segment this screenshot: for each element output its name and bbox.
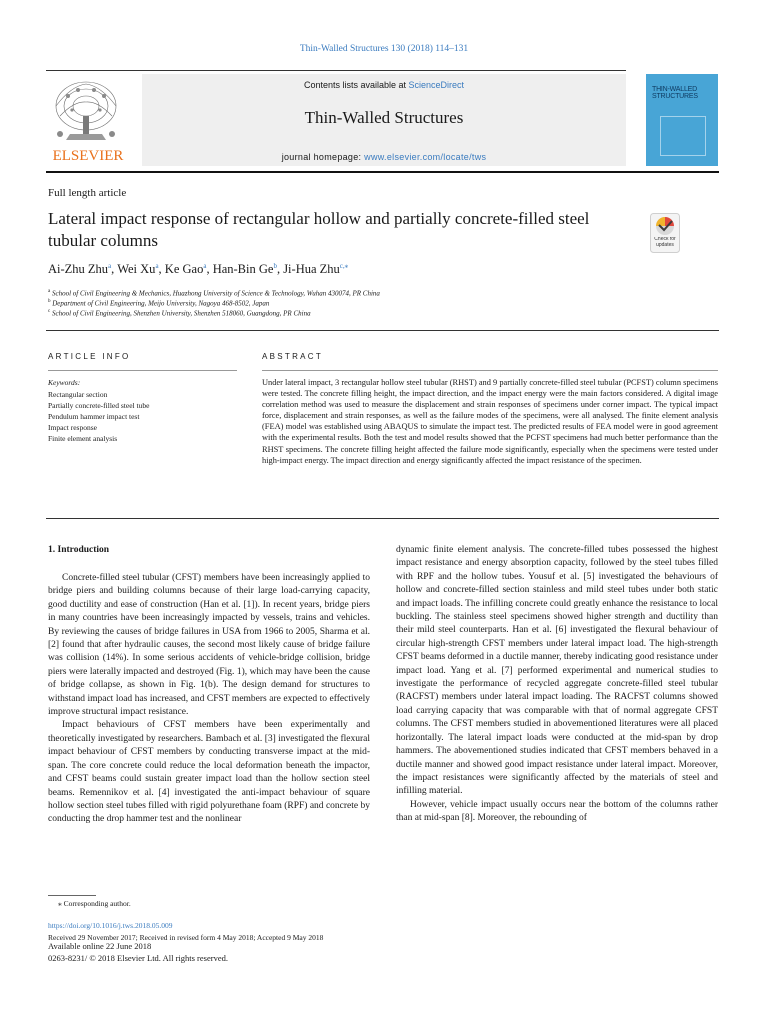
affiliation-text: Department of Civil Engineering, Meijo University, Nagoya 468-8502, Japan — [52, 299, 270, 308]
author-affiliation-mark[interactable]: b — [273, 262, 277, 270]
article-type: Full length article — [48, 187, 127, 199]
keyword: Impact response — [48, 423, 97, 432]
journal-title: Thin-Walled Structures — [304, 108, 464, 127]
section-heading: 1. Introduction — [48, 545, 110, 555]
homepage-prefix: journal homepage: — [281, 152, 365, 162]
abstract-heading: ABSTRACT — [262, 352, 324, 361]
body-column-right — [396, 544, 718, 826]
author-affiliation-mark[interactable]: a — [108, 262, 112, 270]
body-paragraph: Impact behaviours of CFST members have been experimentally and theoretically investigated by researchers. Bambach et al. [3] investigated the flexural impact behaviour of CFST members by conducting transverse impact at the mid-span. The core concrete could reduce the local deformation beneath the impactor, and CFST beams could sustain greater impact load than the hollow section steel beams. Remennikov et al. [4] investigated the anti-impact behaviour of square hollow section steel tubes filled with rigid polyurethane foam (RPF) and concrete by conducting the drop hammer test and the nonlinear — [48, 720, 370, 825]
contents-line — [142, 80, 626, 90]
elsevier-logo — [46, 76, 130, 162]
section-rule — [46, 330, 719, 331]
elsevier-wordmark: ELSEVIER — [52, 148, 124, 162]
body-paragraph: However, vehicle impact usually occurs near the bottom of the columns rather than at mid-span [8]. Moreover, the rebounding of — [396, 799, 718, 824]
homepage-link[interactable]: www.elsevier.com/locate/tws — [364, 152, 487, 162]
body-column-left — [48, 572, 370, 827]
cover-graphic — [660, 116, 706, 156]
article-info-rule — [48, 370, 237, 371]
received-dates: Received 29 November 2017; Received in revised form 4 May 2018; Accepted 9 May 2018 — [48, 933, 324, 942]
author-list: Ai-Zhu Zhu$^a$, Wei Xu$^a$, Ke Gao$^a$, Han-Bin Ge$^b$, Ji-Hua Zhu$^{c,⁎}$ — [48, 262, 349, 277]
affiliation-text: School of Civil Engineering & Mechanics, Huazhong University of Science & Technology, Wuhan 430074, PR China — [51, 289, 380, 298]
author-affiliation-mark[interactable]: a — [203, 262, 207, 270]
body-paragraph: Concrete-filled steel tubular (CFST) members have been increasingly applied to bridge piers and building columns because of their large load-carrying capacity, good ductility and ease of construction (Han et al. [1]). In recent years, bridge piers in many countries have been increasingly impacted by vessels, trains and vehicles. By reviewing the causes of bridge failures in USA from 1966 to 2005, Sharma et al. [2] found that after hydraulic causes, the second most likely cause of bridge failure was collision (14%). In some serious accidents of vehicle-bridge collision, bridge piers were laterally impacted and destroyed (Fig. 1), which may have been the cause of bridge collapse, as shown in Fig. 1(b). The design demand for structures to withstand impact load has increased, and CFST members are expected to effectively improve structural impact resistance. — [48, 573, 370, 718]
affiliation — [48, 289, 380, 297]
article-title: Lateral impact response of rectangular hollow and partially concrete-filled steel tubular columns — [48, 209, 590, 250]
author[interactable]: Ke Gao — [164, 262, 204, 277]
doi-link[interactable]: https://doi.org/10.1016/j.tws.2018.05.009 — [48, 921, 173, 930]
keyword: Finite element analysis — [48, 434, 118, 443]
header-rule — [46, 171, 719, 173]
homepage-line — [142, 152, 626, 162]
crossmark-icon[interactable] — [650, 213, 680, 253]
affiliation — [48, 309, 311, 317]
keyword: Rectangular section — [48, 390, 108, 399]
author[interactable]: Ji-Hua Zhu — [283, 262, 340, 277]
keywords-list — [48, 389, 149, 444]
keyword: Partially concrete-filled steel tube — [48, 401, 150, 410]
author-affiliation-mark[interactable]: a — [155, 262, 159, 270]
top-rule — [46, 70, 626, 71]
crossmark-label: Check for updates — [654, 237, 676, 248]
corresponding-author-note: ⁎ Corresponding author. — [58, 899, 131, 908]
article-info-heading: ARTICLE INFO — [48, 352, 131, 361]
footnote-rule — [48, 895, 96, 896]
contents-prefix: Contents lists available at — [303, 80, 409, 90]
affiliation-mark: a — [48, 289, 51, 294]
journal-cover[interactable] — [646, 74, 718, 166]
affiliation — [48, 299, 269, 307]
author[interactable]: Han-Bin Ge — [212, 262, 274, 277]
affiliation-mark: c — [48, 309, 51, 314]
keyword: Pendulum hammer impact test — [48, 412, 140, 421]
author[interactable]: Ai-Zhu Zhu — [48, 262, 109, 277]
available-online: Available online 22 June 2018 — [48, 941, 152, 951]
author[interactable]: Wei Xu — [117, 262, 156, 277]
keywords-label: Keywords: — [48, 378, 81, 387]
section-rule — [46, 518, 719, 519]
abstract-text: Under lateral impact, 3 rectangular hollow steel tubular (RHST) and 9 partially concrete-filled steel tubular (PCFST) column specimens were tested. The concrete filling height, the impact direction, and the impact energy were the main factors considered. A digital image correlation method was used to measure the displacement and strain responses of specimens under corner impact. The typical impact force, displacement and strain responses, as well as the failure modes of the specimens, were all analysed. The finite element analysis (FEA) model was established using ABAQUS to simulate the impact test. The predicted results of FEA model were in good agreement with the experimental results. Both the test and model results showed that the PCFST specimens had much better performance than the RHST specimens. The concrete filling height affected the failure mode significantly, especially when the specimens were tested under high-impact energy. The impact direction and energy significantly affected the impact resistance of the specimen. — [262, 378, 718, 465]
abstract-rule — [262, 370, 718, 371]
affiliation-mark: b — [48, 299, 51, 304]
cover-title: THIN-WALLED STRUCTURES — [652, 86, 698, 100]
body-paragraph: dynamic finite element analysis. The concrete-filled tubes possessed the highest impact resistance and energy absorption capacity, followed by the steel tubes filled with RPF and the hollow tubes. Yousuf et al. [5] investigated the behaviours of hollow and concrete-filled section stainless and mild steel tubes under both static and impact loads. The infilling concrete could greatly enhance the resistance to local buckling. The stainless steel specimens showed higher strength and ductility than their mild steel counterparts. Han et al. [6] investigated the flexural behaviour of circular high-strength CFST members under lateral impact load. The high-strength CFST beams deformed in a ductile manner, thereby indicating good resistance under impact load. Yang et al. [7] performed experimental and numerical studies to investigate the performance of recycled aggregate concrete-filled steel tubular (RACFST) members under lateral impact loading. The RACFST columns showed load carrying capacity that was comparable with that of normal aggregate CFST columns. The CFST members studied in abovementioned literatures were all placed horizontally. The lateral impact loads were conducted at the mid-span by drop hammers. The abovementioned studies indicated that CFST members behaved in a ductile manner and showed good impact resistance under lateral impact. Moreover, the impact resistances were significantly affected by the materials of steel and infilling material. — [396, 545, 718, 797]
journal-reference[interactable]: Thin-Walled Structures 130 (2018) 114–131 — [299, 44, 469, 54]
sciencedirect-link[interactable]: ScienceDirect — [408, 80, 465, 90]
affiliation-text: School of Civil Engineering, Shenzhen University, Shenzhen 518060, Guangdong, PR China — [51, 309, 311, 318]
author-affiliation-mark[interactable]: c,⁎ — [339, 262, 349, 270]
issn-copyright: 0263-8231/ © 2018 Elsevier Ltd. All rights reserved. — [48, 953, 228, 963]
